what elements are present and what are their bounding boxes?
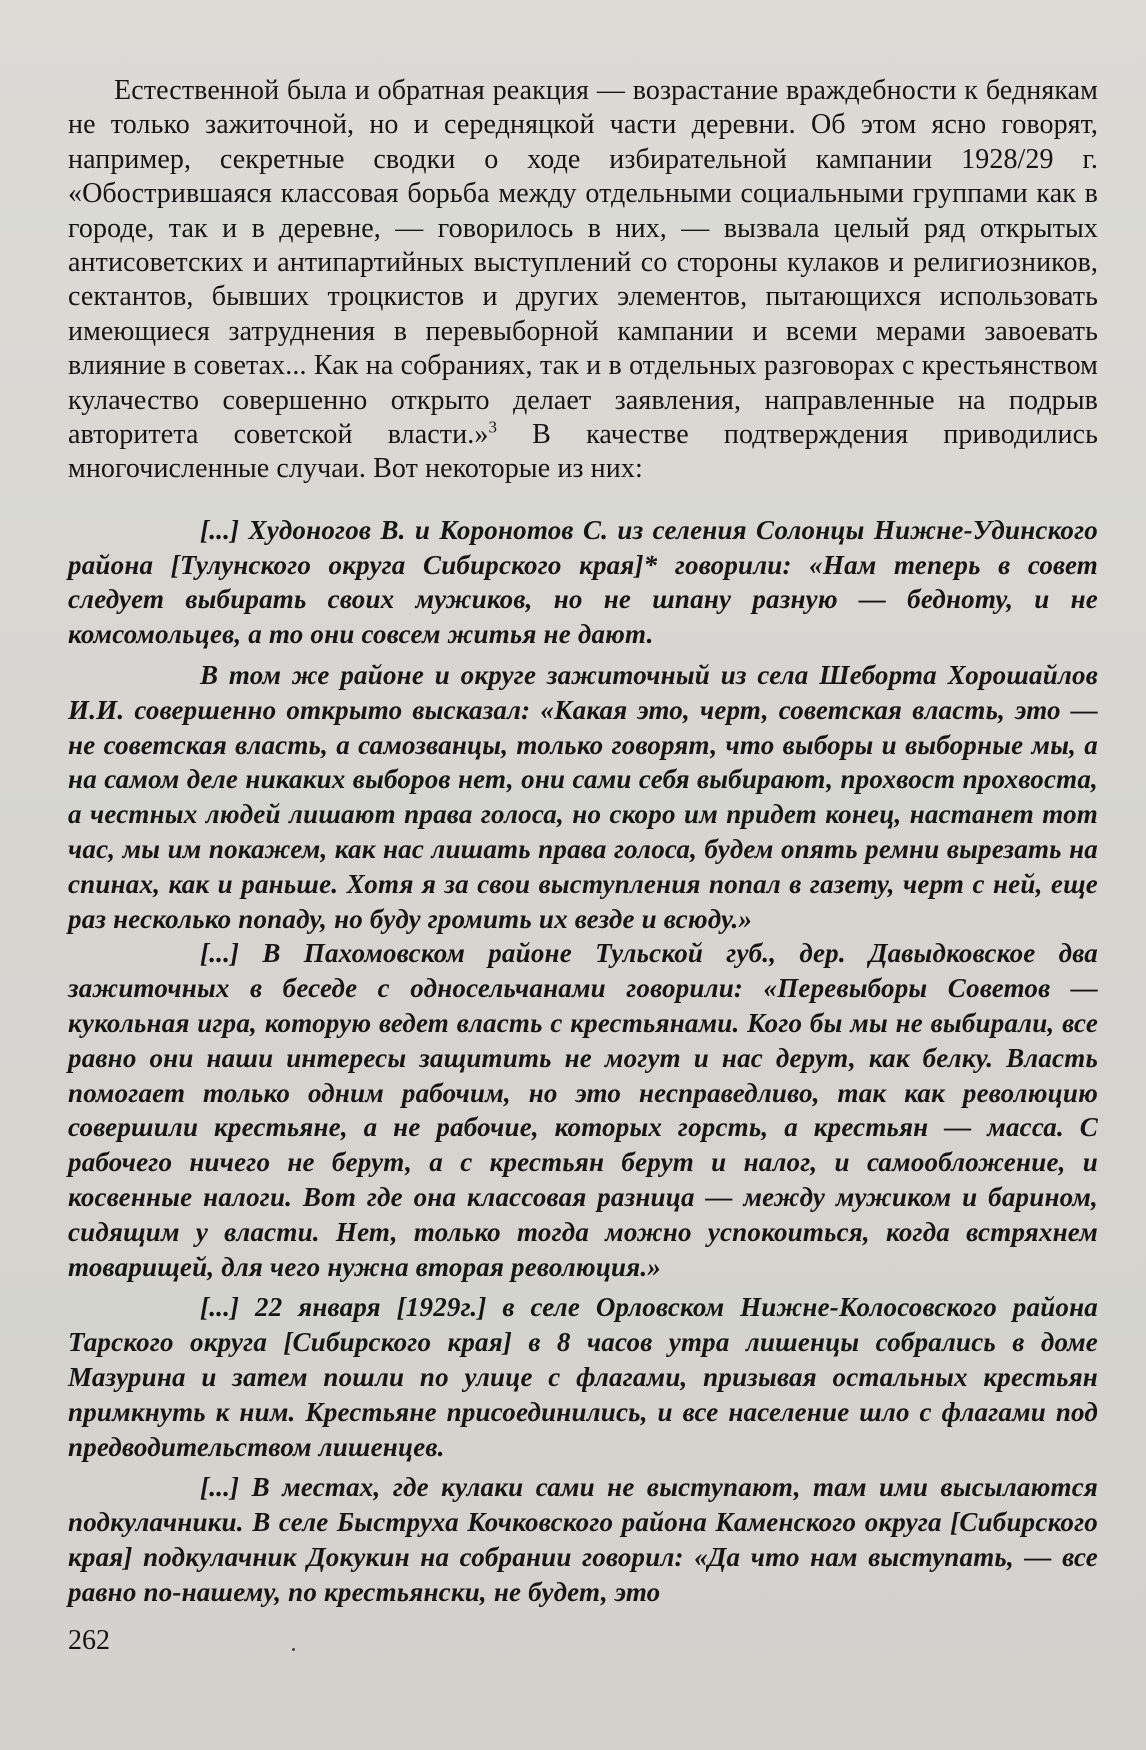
intro-text-after: В качестве подтверждения приводились многочисленные случаи. Вот некоторые из них: bbox=[68, 419, 1098, 485]
page-text bbox=[68, 74, 1098, 1610]
intro-paragraph bbox=[68, 74, 1098, 487]
footnote-mark: 3 bbox=[488, 417, 498, 437]
quote-paragraph: [...] В местах, где кулаки сами не выступают, там ими высылаются подкулачники. В селе Быструха Кочковского района Каменского округа [Сибирского края] подкулачник Докукин на собрании говорил: «Да что нам выступать, — все равно по-нашему, по крестьянски, не будет, это bbox=[68, 1472, 1098, 1607]
quote-paragraph: [...] Худоногов В. и Коронотов С. из селения Солонцы Нижне-Удинского района [Тулунского округа Сибирского края]* говорили: «Нам теперь в совет следует выбирать своих мужиков, но не шпану разную — бедноту, и не комсомольцев, а то они совсем житья не дают. bbox=[68, 514, 1098, 650]
quotes-section bbox=[68, 513, 1098, 1610]
quote-paragraph: [...] 22 января [1929г.] в селе Орловском Нижне-Колосовского района Тарского округа [Сибирского края] в 8 часов утра лишенцы собрались в доме Мазурина и затем пошли по улице с флагами, призывая остальных крестьян примкнуть к ним. Крестьяне присоединились, и все население шло с флагами под предводительством лишенцев. bbox=[68, 1292, 1098, 1462]
intro-text: Естественной была и обратная реакция — возрастание враждебности к беднякам не только зажиточной, но и середняцкой части деревни. Об этом ясно говорят, например, секретные сводки о ходе избирательной кампании 1928/29 г. «Обострившаяся классовая борьба между отдельными социальными группами как в городе, так и в деревне, — говорилось в них, — вызвала целый ряд открытых антисоветских и антипартийных выступлений со стороны кулаков и религиозников, сектантов, бывших троцкистов и других элементов, пытающихся использовать имеющиеся затруднения в перевыборной кампании и всеми мерами завоевать влияние в советах... Как на собраниях, так и в отдельных разговорах с крестьянством кулачество совершенно открыто делает заявления, направленные на подрыв авторитета советской власти.» bbox=[68, 75, 1098, 451]
quote-paragraph: В том же районе и округе зажиточный из села Шеборта Хорошайлов И.И. совершенно открыто высказал: «Какая это, черт, советская власть, это — не советская власть, а самозванцы, только говорят, что выборы и выборные мы, а на самом деле никаких выборов нет, они сами себя выбирают, прохвост прохвоста, а честных людей лишают права голоса, но скоро им придет конец, настанет тот час, мы им покажем, как нас лишать права голоса, будем опять ремни вырезать на спинах, как и раньше. Хотя я за свои выступления попал в газету, черт с ней, еще раз несколько попаду, но буду громить их везде и всюду.» bbox=[68, 660, 1098, 934]
page-number: 262 bbox=[68, 1625, 110, 1656]
ink-speck bbox=[292, 1648, 295, 1651]
quote-paragraph: [...] В Пахомовском районе Тульской губ., дер. Давыдковское два зажиточных в беседе с односельчанами говорили: «Перевыборы Советов — кукольная игра, которую ведет власть с крестьянами. Кого бы мы не выбирали, все равно они наши интересы защитить не могут и нас дерут, как белку. Власть помогает только одним рабочим, но это несправедливо, так как революцию совершили крестьяне, а не рабочие, которых горсть, а крестьян — масса. С рабочего ничего не берут, а с крестьян берут и налог, и самообложение, и косвенные налоги. Вот где она классовая разница — между мужиком и барином, сидящим у власти. Нет, только тогда можно успокоиться, когда встряхнем товарищей, для чего нужна вторая революция.» bbox=[68, 938, 1098, 1282]
intro-section bbox=[68, 74, 1098, 487]
